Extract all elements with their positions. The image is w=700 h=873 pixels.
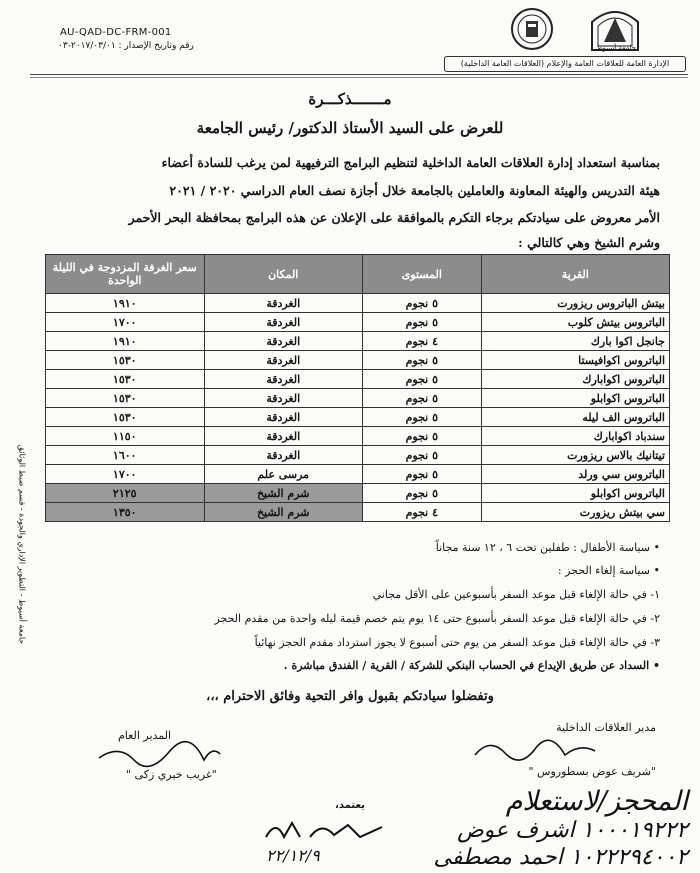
table-row <box>46 427 670 446</box>
village-cell: بيتش الباتروس ريزورت <box>481 294 669 313</box>
price-cell: ١٥٣٠ <box>46 408 205 427</box>
village-cell: سي بيتش ريزورت <box>481 503 669 522</box>
table-header-row <box>46 255 670 294</box>
village-cell: الباتروس اكوابارك <box>481 370 669 389</box>
place-cell: الغردقة <box>204 294 362 313</box>
price-cell: ١٣٥٠ <box>46 503 205 522</box>
header-divider-thin <box>30 77 688 78</box>
cancel-rule-3: ٣- في حالة الإلغاء قبل موعد السفر من يوم حتى أسبوع لا يجوز استرداد مقدم الحجز نهائياً <box>254 636 660 649</box>
right-signatory-name: "شريف عوض بسطوروس " <box>528 765 656 778</box>
level-cell: ٤ نجوم <box>362 503 481 522</box>
table-row <box>46 408 670 427</box>
form-code: AU-QAD-DC-FRM-001 <box>60 27 172 38</box>
place-cell: الغردقة <box>204 427 362 446</box>
price-cell: ١٥٣٠ <box>46 370 205 389</box>
village-cell: الباتروس اكوابلو <box>481 484 669 503</box>
addressee-line: للعرض على السيد الأستاذ الدكتور/ رئيس الجامعة <box>196 119 504 137</box>
village-cell: سندباد اكوابارك <box>481 427 669 446</box>
right-signatory-title: مدير العلاقات الداخلية <box>556 721 656 734</box>
price-cell: ١١٥٠ <box>46 427 205 446</box>
ministry-emblem-icon <box>510 6 554 52</box>
children-policy: • سياسة الأطفال : طفلين تحت ٦ ، ١٢ سنة مجاناً <box>435 541 660 554</box>
table-row <box>46 313 670 332</box>
village-cell: الباتروس بيتش كلوب <box>481 313 669 332</box>
place-cell: الغردقة <box>204 389 362 408</box>
left-signatory-name: "غريب خيري زكى " <box>126 768 217 781</box>
level-cell: ٥ نجوم <box>362 465 481 484</box>
level-cell: ٥ نجوم <box>362 389 481 408</box>
price-cell: ١٩١٠ <box>46 294 205 313</box>
approval-signature-icon <box>262 815 392 845</box>
table-row <box>46 351 670 370</box>
level-cell: ٥ نجوم <box>362 294 481 313</box>
place-cell: الغردقة <box>204 351 362 370</box>
level-cell: ٥ نجوم <box>362 408 481 427</box>
level-cell: ٤ نجوم <box>362 332 481 351</box>
table-row <box>46 484 670 503</box>
price-cell: ٢١٢٥ <box>46 484 205 503</box>
village-cell: تيتانيك بالاس ريزورت <box>481 446 669 465</box>
cancel-policy-title: • سياسة إلغاء الحجز : <box>557 564 660 577</box>
approval-label: يعتمد، <box>335 800 365 811</box>
header-place: المكان <box>204 255 362 294</box>
price-cell: ١٩١٠ <box>46 332 205 351</box>
place-cell: الغردقة <box>204 332 362 351</box>
handwritten-contact-2: ١٠٢٢٢٩٤٠٠٢ احمد مصطفى <box>433 845 688 870</box>
memo-title: مـــــــذكـــرة <box>308 90 392 108</box>
cancel-rule-2: ٢- في حالة الإلغاء قبل موعد السفر بأسبوع حتى ١٤ يوم يتم خصم قيمة ليله واحدة من مقدم الحجز <box>214 612 660 625</box>
header-village: القرية <box>481 255 669 294</box>
level-cell: ٥ نجوم <box>362 427 481 446</box>
village-cell: الباتروس اكوافيستا <box>481 351 669 370</box>
left-signature-icon <box>94 740 224 770</box>
closing-line: وتفضلوا سيادتكم بقبول وافر التحية وفائق الاحترام ،،، <box>206 689 494 704</box>
left-signatory-title: المدير العام <box>118 729 172 742</box>
village-cell: الباتروس سي ورلد <box>481 465 669 484</box>
price-cell: ١٧٠٠ <box>46 313 205 332</box>
right-signature-icon <box>470 735 600 765</box>
level-cell: ٥ نجوم <box>362 351 481 370</box>
place-cell: شرم الشيخ <box>204 484 362 503</box>
university-seal-text: جامعة أسيوط <box>596 44 636 52</box>
body-line-3: الأمر معروض على سيادتكم برجاء التكرم بالموافقة على الإعلان عن هذه البرامج بمحافظة البحر الأحمر <box>128 210 660 225</box>
resort-prices-table <box>45 254 670 522</box>
price-cell: ١٥٣٠ <box>46 351 205 370</box>
header-level: المستوى <box>362 255 481 294</box>
table-row <box>46 294 670 313</box>
side-footer: جامعة أسيوط - التطوير الإداري والجودة - قسم ضبط الوثائق <box>17 444 27 645</box>
handwritten-date: ٢٢/١٢/٩ <box>266 846 320 865</box>
department-box: الإدارة العامة للعلاقات العامة والإعلام (العلاقات العامة الداخلية) <box>444 56 686 72</box>
place-cell: الغردقة <box>204 370 362 389</box>
cancel-rule-1: ١- في حالة الإلغاء قبل موعد السفر بأسبوعين على الأقل مجاني <box>372 588 660 601</box>
handwritten-contact-1: ١٠٠٠١٩٢٢٢ اشرف عوض <box>457 818 688 843</box>
level-cell: ٥ نجوم <box>362 370 481 389</box>
header-price: سعر الغرفة المزدوجة في الليلة الواحدة <box>46 255 205 294</box>
price-cell: ١٦٠٠ <box>46 446 205 465</box>
table-row <box>46 465 670 484</box>
village-cell: الباتروس الف ليله <box>481 408 669 427</box>
issue-date: رقم وتاريخ الإصدار : ٢٠١٧/٠٣/٠١-٠٣ <box>58 41 194 51</box>
place-cell: مرسى علم <box>204 465 362 484</box>
handwritten-booking-note: المحجز/لاستعلام <box>505 786 688 817</box>
level-cell: ٥ نجوم <box>362 313 481 332</box>
place-cell: الغردقة <box>204 446 362 465</box>
place-cell: الغردقة <box>204 313 362 332</box>
village-cell: جانجل اكوا بارك <box>481 332 669 351</box>
price-cell: ١٧٠٠ <box>46 465 205 484</box>
table-row <box>46 503 670 522</box>
level-cell: ٥ نجوم <box>362 446 481 465</box>
header-divider <box>30 74 688 75</box>
level-cell: ٥ نجوم <box>362 484 481 503</box>
table-row <box>46 370 670 389</box>
price-cell: ١٥٣٠ <box>46 389 205 408</box>
body-line-1: بمناسبة استعداد إدارة العلاقات العامة الداخلية لتنظيم البرامج الترفيهية لمن يرغب للسادة أعضاء <box>161 155 660 170</box>
table-row <box>46 446 670 465</box>
village-cell: الباتروس اكوابلو <box>481 389 669 408</box>
table-row <box>46 389 670 408</box>
payment-note: • السداد عن طريق الإيداع في الحساب البنكي للشركة / القرية / الفندق مباشرة . <box>283 659 660 672</box>
place-cell: شرم الشيخ <box>204 503 362 522</box>
table-row <box>46 332 670 351</box>
body-line-4: وشرم الشيخ وهي كالتالي : <box>518 235 660 250</box>
place-cell: الغردقة <box>204 408 362 427</box>
body-line-2: هيئة التدريس والهيئة المعاونة والعاملين بالجامعة خلال أجازة نصف العام الدراسي ٢٠٢٠ / ٢٠٢١ <box>169 183 660 198</box>
